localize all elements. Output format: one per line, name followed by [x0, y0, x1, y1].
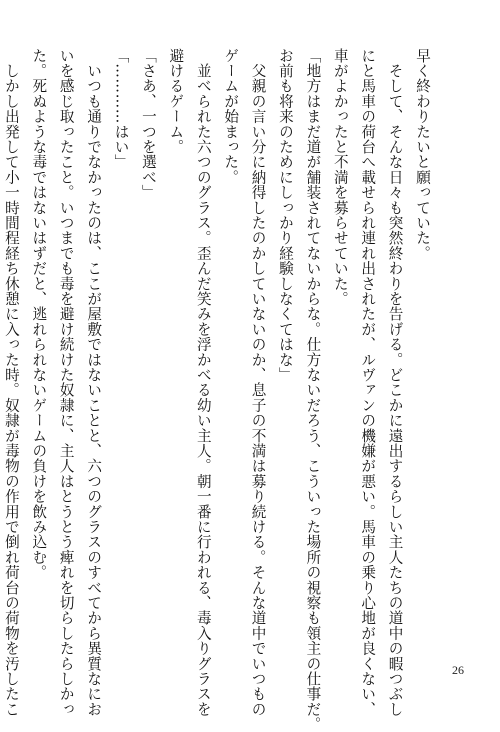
- text-line: にと馬車の荷台へ載せられ連れ出されたが、ルヴァンの機嫌が悪い。馬車の乗り心地が良くない、: [359, 48, 377, 717]
- vertical-text-body: [2, 48, 436, 732]
- text-line: 早く終わりたいと願っていた。: [414, 48, 431, 261]
- text-line: た。死ぬような毒ではないはずだと、逃れられないゲームの負けを飲み込む。: [30, 48, 48, 580]
- text-line: ゲームが始まった。: [222, 48, 240, 185]
- text-line: そして、そんな日々も突然終わりを告げる。どこかに遠出するらしい主人たちの道中の暇つぶし: [386, 48, 404, 717]
- text-line: 「さあ、一つを選べ」: [139, 48, 157, 200]
- text-line: 避けるゲーム。: [167, 48, 185, 155]
- page-number: 26: [452, 663, 464, 677]
- text-line: 「地方はまだ道が舗装されてないからな。仕方ないだろう、こういった場所の視察も領主の仕事だ。: [304, 48, 322, 732]
- text-line: 車がよかったと不満を募らせていた。: [331, 48, 349, 307]
- text-line: 「…………はい」: [112, 48, 130, 170]
- text-line: いを感じ取ったこと。いつまでも毒を避け続けた奴隷に、主人はとうとう痺れを切らしたらしかっ: [57, 48, 75, 717]
- text-line: しかし出発して小一時間程経ち休憩に入った時。奴隷が毒物の作用で倒れ荷台の荷物を汚したこ: [2, 48, 20, 717]
- text-line: 父親の言い分に納得したのかしていないのか、息子の不満は募り続ける。そんな道中でいつもの: [249, 48, 267, 717]
- text-line: いつも通りでなかったのは、ここが屋敷ではないことと、六つのグラスのすべてから異質なにお: [85, 48, 103, 717]
- text-line: 並べられた六つのグラス。歪んだ笑みを浮かべる幼い主人。朝一番に行われる、毒入りグラスを: [194, 48, 212, 717]
- text-line: お前も将来のためにしっかり経験しなくてはな」: [276, 48, 294, 383]
